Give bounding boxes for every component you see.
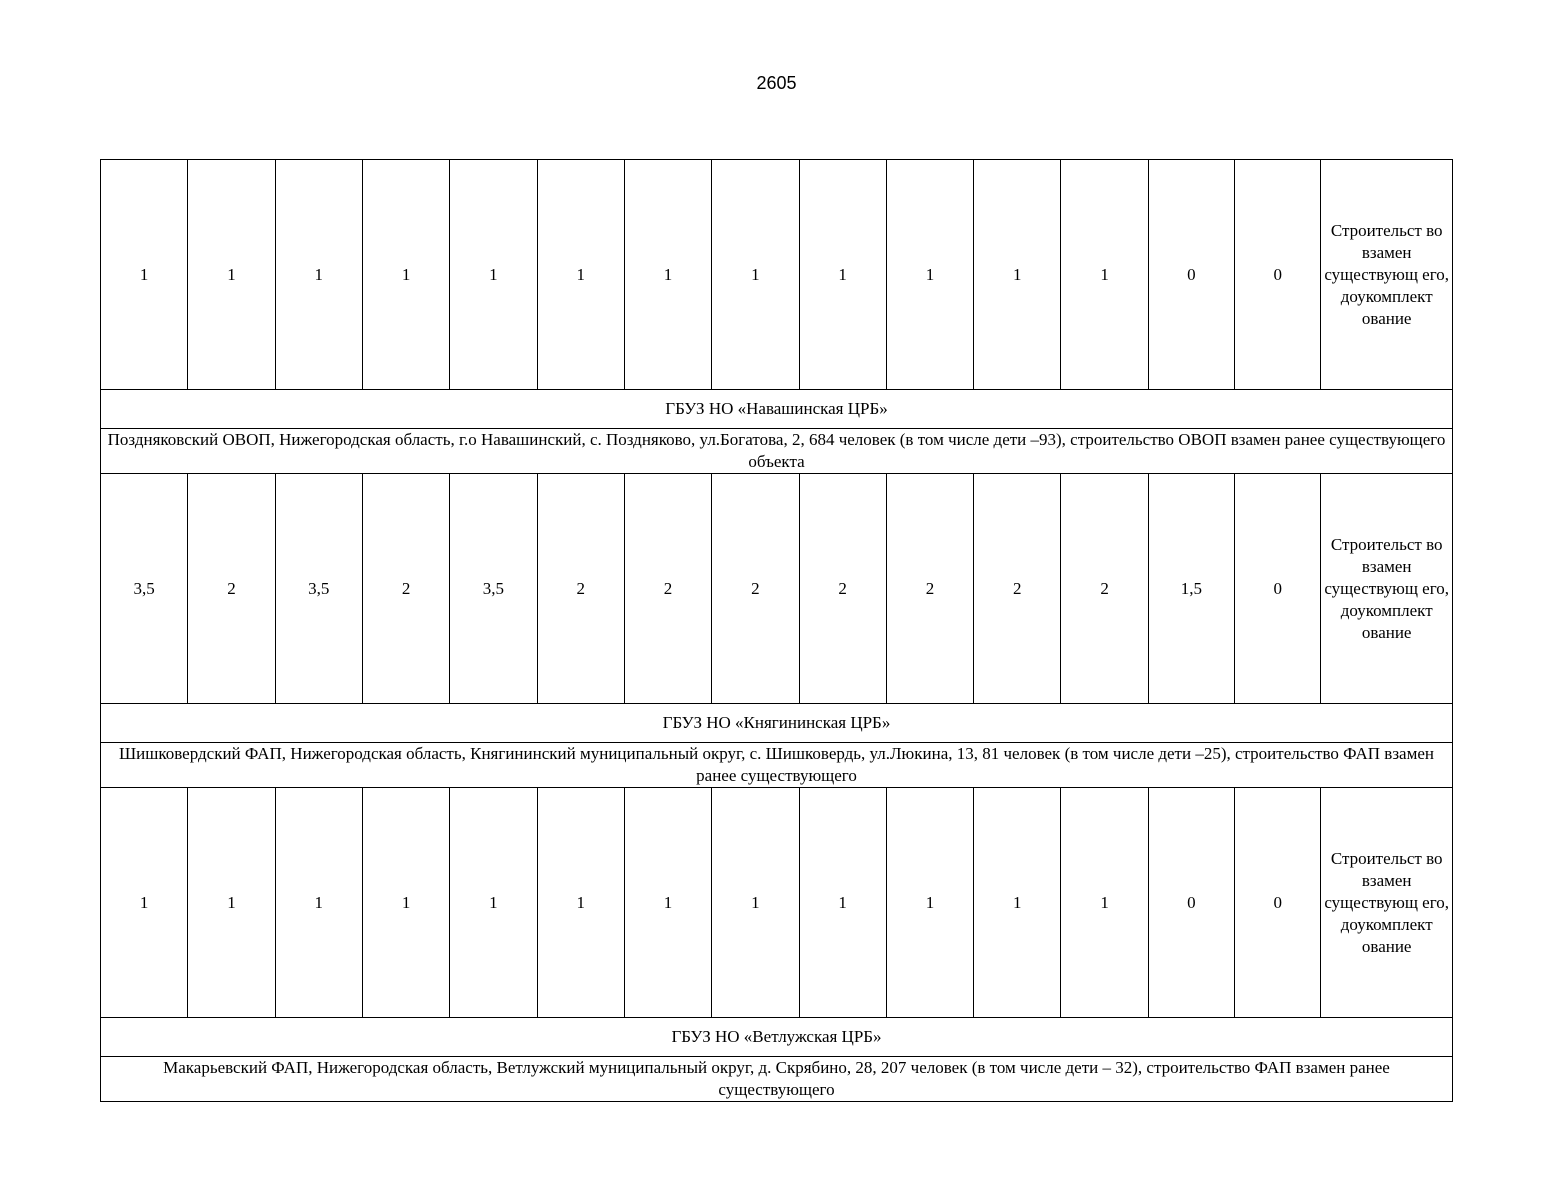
value-cell: 2: [712, 474, 799, 704]
value-cell: 1: [188, 788, 275, 1018]
value-cell: 1: [101, 160, 188, 390]
value-cell: 2: [1061, 474, 1148, 704]
value-cell: 1: [537, 788, 624, 1018]
value-cell: 1: [362, 788, 449, 1018]
value-cell: 1: [537, 160, 624, 390]
value-cell: 0: [1235, 474, 1321, 704]
value-cell: 3,5: [101, 474, 188, 704]
value-cell: 1: [275, 788, 362, 1018]
note-cell: Строительст во взамен существующ его, доукомплект ование: [1321, 160, 1453, 390]
value-cell: 2: [799, 474, 886, 704]
value-cell: 0: [1235, 160, 1321, 390]
org-name: ГБУЗ НО «Навашинская ЦРБ»: [101, 390, 1453, 429]
org-row: [101, 1018, 1453, 1057]
data-table: [100, 159, 1453, 1102]
value-cell: 1: [1061, 788, 1148, 1018]
note-cell: Строительст во взамен существующ его, доукомплект ование: [1321, 474, 1453, 704]
org-row: [101, 704, 1453, 743]
note-cell: Строительст во взамен существующ его, доукомплект ование: [1321, 788, 1453, 1018]
value-cell: 1,5: [1148, 474, 1234, 704]
table-row: [101, 788, 1453, 1018]
value-cell: 3,5: [450, 474, 537, 704]
value-cell: 1: [275, 160, 362, 390]
table-row: [101, 474, 1453, 704]
page-number: 2605: [756, 73, 797, 93]
value-cell: 1: [799, 788, 886, 1018]
value-cell: 1: [450, 788, 537, 1018]
value-cell: 0: [1148, 160, 1234, 390]
value-cell: 2: [624, 474, 711, 704]
value-cell: 1: [188, 160, 275, 390]
value-cell: 1: [1061, 160, 1148, 390]
value-cell: 2: [974, 474, 1061, 704]
value-cell: 0: [1148, 788, 1234, 1018]
org-row: [101, 390, 1453, 429]
value-cell: 1: [886, 788, 973, 1018]
value-cell: 3,5: [275, 474, 362, 704]
table-row: [101, 160, 1453, 390]
object-description: Шишковердский ФАП, Нижегородская область, Княгининский муниципальный округ, с. Шишковердь, ул.Люкина, 13, 81 человек (в том числе дети –25), строительство ФАП взамен ранее существующего: [101, 743, 1453, 788]
value-cell: 1: [101, 788, 188, 1018]
object-description: Макарьевский ФАП, Нижегородская область, Ветлужский муниципальный округ, д. Скрябино, 28, 207 человек (в том числе дети – 32), строительство ФАП взамен ранее существующего: [101, 1057, 1453, 1102]
value-cell: 1: [974, 160, 1061, 390]
description-row: [101, 1057, 1453, 1102]
value-cell: 1: [362, 160, 449, 390]
value-cell: 1: [799, 160, 886, 390]
value-cell: 1: [624, 788, 711, 1018]
value-cell: 1: [974, 788, 1061, 1018]
value-cell: 2: [362, 474, 449, 704]
value-cell: 2: [886, 474, 973, 704]
value-cell: 1: [886, 160, 973, 390]
object-description: Поздняковский ОВОП, Нижегородская область, г.о Навашинский, с. Поздняково, ул.Богатова, 2, 684 человек (в том числе дети –93), строительство ОВОП взамен ранее существующего объекта: [101, 429, 1453, 474]
value-cell: 2: [537, 474, 624, 704]
value-cell: 2: [188, 474, 275, 704]
value-cell: 1: [624, 160, 711, 390]
org-name: ГБУЗ НО «Ветлужская ЦРБ»: [101, 1018, 1453, 1057]
org-name: ГБУЗ НО «Княгининская ЦРБ»: [101, 704, 1453, 743]
value-cell: 1: [712, 788, 799, 1018]
value-cell: 1: [712, 160, 799, 390]
value-cell: 0: [1235, 788, 1321, 1018]
description-row: [101, 743, 1453, 788]
value-cell: 1: [450, 160, 537, 390]
description-row: [101, 429, 1453, 474]
